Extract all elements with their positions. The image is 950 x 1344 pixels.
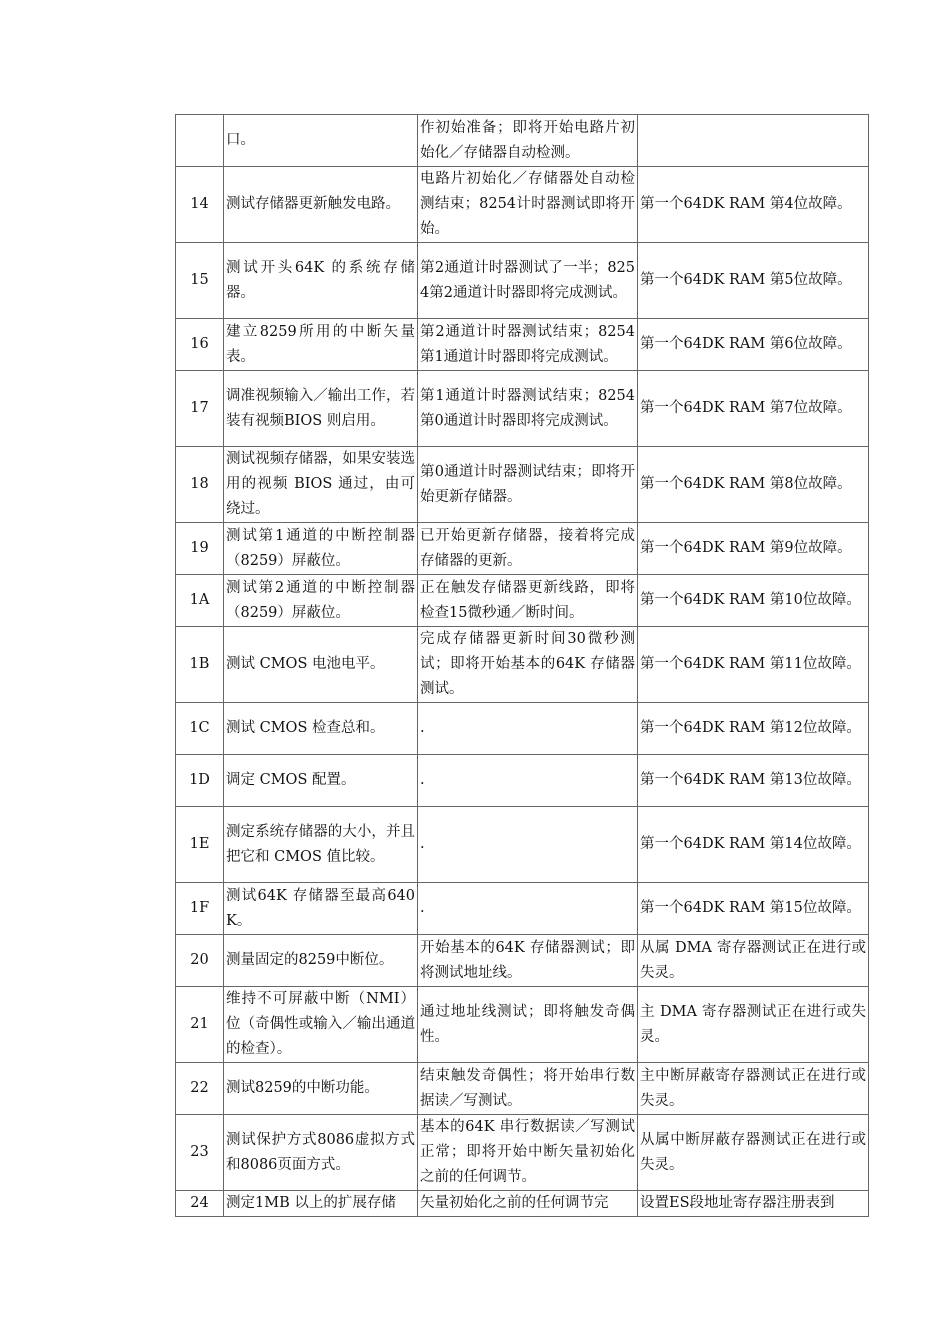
table-row xyxy=(176,371,869,447)
post-code-cell: 1B xyxy=(176,627,224,703)
table-row xyxy=(176,1063,869,1115)
table-row xyxy=(176,523,869,575)
post-code-cell: 18 xyxy=(176,447,224,523)
test-description-cell: 测定1MB 以上的扩展存储 xyxy=(224,1191,418,1217)
failure-description-cell: 第一个64DK RAM 第7位故障。 xyxy=(638,371,869,447)
failure-description-cell: 第一个64DK RAM 第10位故障。 xyxy=(638,575,869,627)
status-description-cell: . xyxy=(418,703,638,755)
failure-description-cell: 第一个64DK RAM 第15位故障。 xyxy=(638,883,869,935)
status-description-cell: . xyxy=(418,807,638,883)
test-description-cell: 测试 CMOS 检查总和。 xyxy=(224,703,418,755)
post-code-cell: 21 xyxy=(176,987,224,1063)
table-row xyxy=(176,1115,869,1191)
table-row xyxy=(176,807,869,883)
failure-description-cell: 第一个64DK RAM 第11位故障。 xyxy=(638,627,869,703)
status-description-cell: 第1通道计时器测试结束；8254第0通道计时器即将完成测试。 xyxy=(418,371,638,447)
failure-description-cell: 从属 DMA 寄存器测试正在进行或失灵。 xyxy=(638,935,869,987)
status-description-cell: 基本的64K 串行数据读／写测试正常；即将开始中断矢量初始化之前的任何调节。 xyxy=(418,1115,638,1191)
post-code-cell: 1A xyxy=(176,575,224,627)
table-row xyxy=(176,883,869,935)
failure-description-cell: 第一个64DK RAM 第13位故障。 xyxy=(638,755,869,807)
status-description-cell: . xyxy=(418,755,638,807)
status-description-cell: 通过地址线测试；即将触发奇偶性。 xyxy=(418,987,638,1063)
status-description-cell: 已开始更新存储器，接着将完成存储器的更新。 xyxy=(418,523,638,575)
table-row xyxy=(176,703,869,755)
test-description-cell: 测量固定的8259中断位。 xyxy=(224,935,418,987)
post-code-cell: 1C xyxy=(176,703,224,755)
table-row xyxy=(176,627,869,703)
table-row xyxy=(176,755,869,807)
table-row xyxy=(176,935,869,987)
status-description-cell: 完成存储器更新时间30微秒测试；即将开始基本的64K 存储器测试。 xyxy=(418,627,638,703)
post-code-cell: 22 xyxy=(176,1063,224,1115)
test-description-cell: 维持不可屏蔽中断（NMI）位（奇偶性或输入／输出通道的检查）。 xyxy=(224,987,418,1063)
test-description-cell: 口。 xyxy=(224,115,418,167)
table-row xyxy=(176,319,869,371)
test-description-cell: 测试 CMOS 电池电平。 xyxy=(224,627,418,703)
test-description-cell: 测试存储器更新触发电路。 xyxy=(224,167,418,243)
post-code-cell: 1E xyxy=(176,807,224,883)
post-code-cell: 1F xyxy=(176,883,224,935)
test-description-cell: 测试第1通道的中断控制器（8259）屏蔽位。 xyxy=(224,523,418,575)
failure-description-cell: 从属中断屏蔽存器测试正在进行或失灵。 xyxy=(638,1115,869,1191)
post-code-cell: 19 xyxy=(176,523,224,575)
status-description-cell: . xyxy=(418,883,638,935)
failure-description-cell: 第一个64DK RAM 第5位故障。 xyxy=(638,243,869,319)
failure-description-cell: 第一个64DK RAM 第6位故障。 xyxy=(638,319,869,371)
test-description-cell: 测试第2通道的中断控制器（8259）屏蔽位。 xyxy=(224,575,418,627)
failure-description-cell: 第一个64DK RAM 第14位故障。 xyxy=(638,807,869,883)
test-description-cell: 建立8259所用的中断矢量表。 xyxy=(224,319,418,371)
status-description-cell: 矢量初始化之前的任何调节完 xyxy=(418,1191,638,1217)
table-row xyxy=(176,987,869,1063)
failure-description-cell: 主 DMA 寄存器测试正在进行或失灵。 xyxy=(638,987,869,1063)
status-description-cell: 第2通道计时器测试结束；8254第1通道计时器即将完成测试。 xyxy=(418,319,638,371)
post-code-cell xyxy=(176,115,224,167)
table-row xyxy=(176,115,869,167)
failure-description-cell: 第一个64DK RAM 第4位故障。 xyxy=(638,167,869,243)
status-description-cell: 正在触发存储器更新线路，即将检查15微秒通／断时间。 xyxy=(418,575,638,627)
table-body xyxy=(176,115,869,1217)
status-description-cell: 作初始准备；即将开始电路片初始化／存储器自动检测。 xyxy=(418,115,638,167)
test-description-cell: 测定系统存储器的大小，并且把它和 CMOS 值比较。 xyxy=(224,807,418,883)
post-code-cell: 20 xyxy=(176,935,224,987)
test-description-cell: 调准视频输入／输出工作，若装有视频BIOS 则启用。 xyxy=(224,371,418,447)
post-code-table xyxy=(175,114,869,1217)
status-description-cell: 第0通道计时器测试结束；即将开始更新存储器。 xyxy=(418,447,638,523)
table-row xyxy=(176,167,869,243)
test-description-cell: 测试视频存储器，如果安装选用的视频 BIOS 通过，由可绕过。 xyxy=(224,447,418,523)
post-code-cell: 1D xyxy=(176,755,224,807)
post-code-cell: 23 xyxy=(176,1115,224,1191)
failure-description-cell xyxy=(638,115,869,167)
test-description-cell: 测试64K 存储器至最高640K。 xyxy=(224,883,418,935)
table-row xyxy=(176,575,869,627)
status-description-cell: 开始基本的64K 存储器测试；即将测试地址线。 xyxy=(418,935,638,987)
post-code-cell: 15 xyxy=(176,243,224,319)
table-row xyxy=(176,243,869,319)
post-code-cell: 17 xyxy=(176,371,224,447)
failure-description-cell: 第一个64DK RAM 第9位故障。 xyxy=(638,523,869,575)
test-description-cell: 测试保护方式8086虚拟方式和8086页面方式。 xyxy=(224,1115,418,1191)
table-row xyxy=(176,447,869,523)
post-code-cell: 16 xyxy=(176,319,224,371)
status-description-cell: 结束触发奇偶性；将开始串行数据读／写测试。 xyxy=(418,1063,638,1115)
failure-description-cell: 设置ES段地址寄存器注册表到 xyxy=(638,1191,869,1217)
test-description-cell: 测试8259的中断功能。 xyxy=(224,1063,418,1115)
status-description-cell: 电路片初始化／存储器处自动检测结束；8254计时器测试即将开始。 xyxy=(418,167,638,243)
test-description-cell: 调定 CMOS 配置。 xyxy=(224,755,418,807)
test-description-cell: 测试开头64K 的系统存储器。 xyxy=(224,243,418,319)
status-description-cell: 第2通道计时器测试了一半；8254第2通道计时器即将完成测试。 xyxy=(418,243,638,319)
failure-description-cell: 第一个64DK RAM 第8位故障。 xyxy=(638,447,869,523)
post-code-cell: 14 xyxy=(176,167,224,243)
failure-description-cell: 主中断屏蔽寄存器测试正在进行或失灵。 xyxy=(638,1063,869,1115)
table-row xyxy=(176,1191,869,1217)
post-code-cell: 24 xyxy=(176,1191,224,1217)
failure-description-cell: 第一个64DK RAM 第12位故障。 xyxy=(638,703,869,755)
